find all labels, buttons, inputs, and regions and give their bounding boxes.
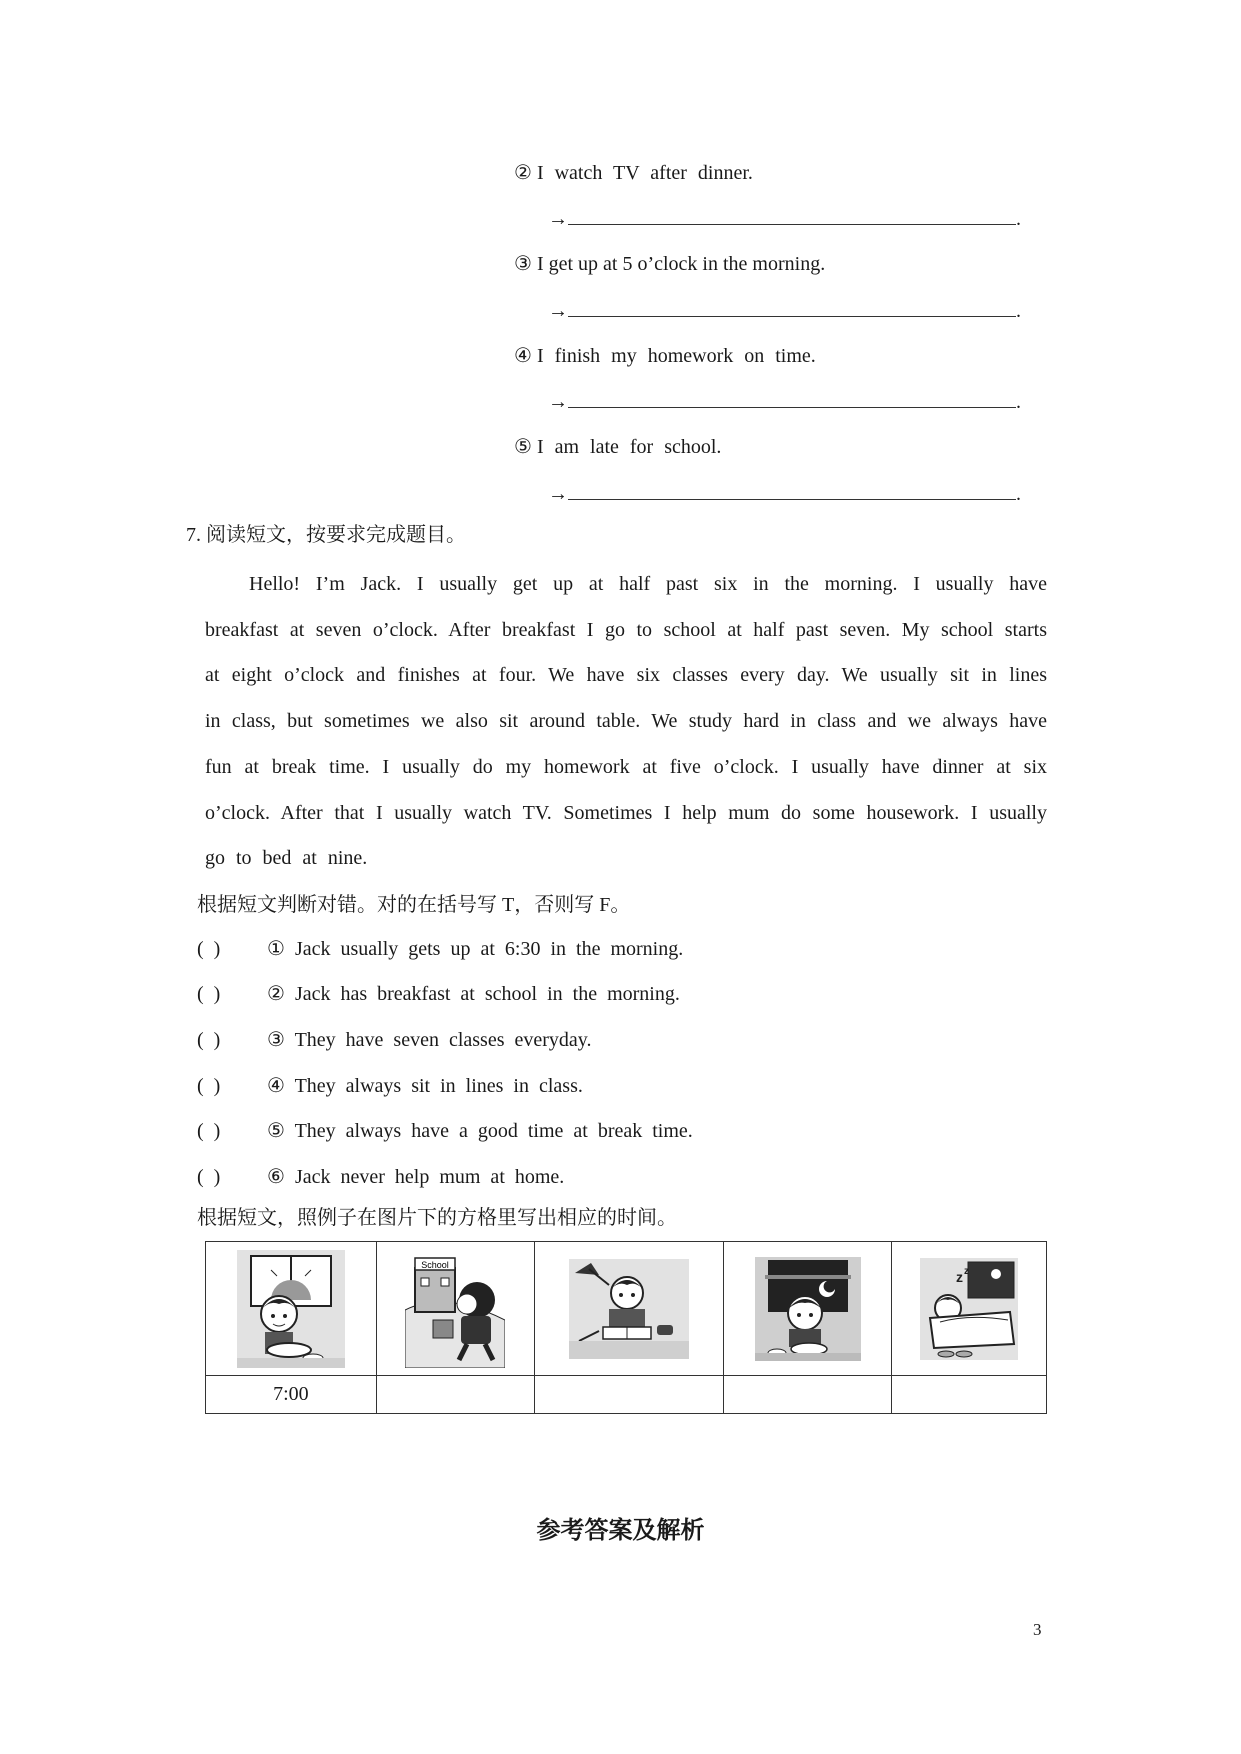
answer-line-5[interactable]: [548, 481, 1021, 506]
period: .: [1016, 483, 1021, 505]
boy-eating-dinner-icon: [755, 1257, 861, 1361]
item-statement: Jack has breakfast at school in the morning.: [294, 983, 680, 1005]
arrow-icon: →: [548, 300, 568, 322]
answer-blank[interactable]: [568, 389, 1016, 408]
answer-line-3[interactable]: [548, 298, 1021, 323]
time-cell-1: 7:00: [206, 1376, 377, 1414]
rewrite-item-3: [514, 251, 825, 276]
item-statement: They have seven classes everyday.: [294, 1029, 592, 1051]
time-cell-5[interactable]: [891, 1376, 1046, 1414]
tf-item-2: [197, 981, 680, 1006]
picture-cell-5: [891, 1242, 1046, 1376]
arrow-icon: →: [548, 208, 568, 230]
time-table: [205, 1241, 1047, 1414]
picture-cell-2: [376, 1242, 534, 1376]
picture-row: [206, 1242, 1047, 1376]
boy-going-to-school-icon: [405, 1250, 505, 1368]
item-number: ②: [514, 162, 532, 184]
answer-parentheses[interactable]: ( ): [197, 938, 221, 960]
svg-text:z: z: [955, 1268, 963, 1285]
boy-sleeping-icon: [920, 1258, 1018, 1360]
item-sentence: I am late for school.: [536, 436, 722, 458]
item-statement: They always sit in lines in class.: [294, 1075, 583, 1097]
item-number: ⑤: [514, 436, 532, 458]
tf-item-1: [197, 936, 683, 961]
answer-parentheses[interactable]: ( ): [197, 1120, 221, 1142]
time-cell-3[interactable]: [534, 1376, 723, 1414]
answer-line-2[interactable]: [548, 206, 1021, 231]
item-number: ⑤: [267, 1120, 285, 1142]
item-sentence: I finish my homework on time.: [536, 345, 816, 367]
period: .: [1016, 208, 1021, 230]
item-statement: They always have a good time at break time.: [294, 1120, 693, 1142]
boy-doing-homework-icon: [569, 1259, 689, 1359]
item-sentence: I get up at 5 o’clock in the morning.: [536, 253, 826, 275]
time-cell-4[interactable]: [724, 1376, 892, 1414]
item-number: ④: [267, 1075, 285, 1097]
page-number: 3: [1033, 1620, 1042, 1639]
question-7-title: 7. 阅读短文，按要求完成题目。: [186, 524, 466, 546]
time-row: [206, 1376, 1047, 1414]
item-number: ③: [267, 1029, 285, 1051]
tf-item-3: [197, 1027, 592, 1052]
time-cell-2[interactable]: [376, 1376, 534, 1414]
tf-item-4: [197, 1073, 583, 1098]
svg-text:z: z: [963, 1265, 969, 1277]
answer-parentheses[interactable]: ( ): [197, 1029, 221, 1051]
arrow-icon: →: [548, 391, 568, 413]
table-instruction: 根据短文，照例子在图片下的方格里写出相应的时间。: [197, 1207, 677, 1229]
picture-cell-3: [534, 1242, 723, 1376]
item-statement: Jack usually gets up at 6:30 in the morning.: [294, 938, 684, 960]
item-number: ④: [514, 345, 532, 367]
rewrite-item-5: [514, 434, 721, 459]
arrow-icon: →: [548, 483, 568, 505]
period: .: [1016, 391, 1021, 413]
answer-parentheses[interactable]: ( ): [197, 1075, 221, 1097]
rewrite-item-4: [514, 343, 816, 368]
item-number: ⑥: [267, 1166, 285, 1188]
item-number: ①: [267, 938, 285, 960]
item-sentence: I watch TV after dinner.: [536, 162, 753, 184]
period: .: [1016, 300, 1021, 322]
answer-parentheses[interactable]: ( ): [197, 1166, 221, 1188]
tf-item-6: [197, 1164, 564, 1189]
item-number: ③: [514, 253, 532, 275]
answer-blank[interactable]: [568, 206, 1016, 225]
answer-line-4[interactable]: [548, 389, 1021, 414]
reading-passage: [205, 562, 1047, 882]
boy-eating-breakfast-icon: [237, 1250, 345, 1368]
tf-instruction: 根据短文判断对错。对的在括号写 T，否则写 F。: [197, 894, 631, 916]
answer-blank[interactable]: [568, 481, 1016, 500]
picture-cell-4: [724, 1242, 892, 1376]
item-number: ②: [267, 983, 285, 1005]
picture-cell-1: [206, 1242, 377, 1376]
answer-parentheses[interactable]: ( ): [197, 983, 221, 1005]
rewrite-item-2: [514, 160, 753, 185]
passage-text: Hello! I’m Jack. I usually get up at half past six in the morning. I usually have breakfast at seven o’clock. After breakfast I go to school at half past seven. My school starts at eight o’clock and finishes at four. We have six classes every day. We usually sit in lines in class, but sometimes we also sit around table. We study hard in class and we always have fun at break time. I usually do my homework at five o’clock. I usually have dinner at six o’clock. After that I usually watch TV. Sometimes I help mum do some housework. I usually go to bed at nine.: [205, 573, 1047, 870]
tf-item-5: [197, 1118, 693, 1143]
school-sign: School: [421, 1259, 450, 1270]
item-statement: Jack never help mum at home.: [294, 1166, 565, 1188]
answer-blank[interactable]: [568, 298, 1016, 317]
answer-section-heading: 参考答案及解析: [536, 1518, 705, 1544]
